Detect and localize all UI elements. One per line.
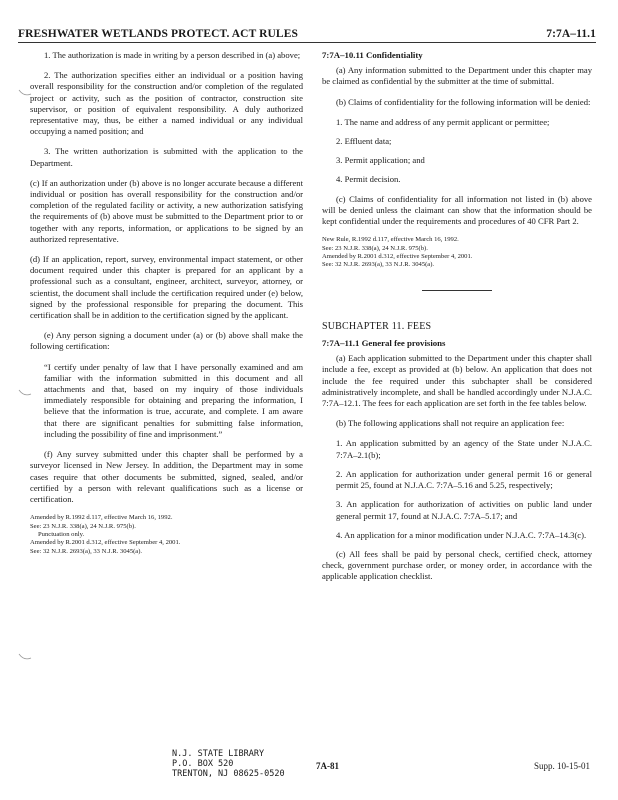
history-line: See: 23 N.J.R. 338(a), 24 N.J.R. 975(b). — [322, 244, 428, 252]
paragraph: (b) The following applications shall not require an application fee: — [336, 418, 565, 429]
history-line: Amended by R.2001 d.312, effective September 4, 2001. — [30, 539, 181, 547]
certification-quote: “I certify under penalty of law that I have personally examined and am familiar with the information submitted in this document and all attachments and that, based on my inquiry of those individuals immediately responsible for obtaining and preparing the information, I believe that the information is true, accurate, and complete. I am aware that there are significant penalties for submitting false information, including the possibility of fine and imprisonment.” — [44, 361, 303, 439]
running-header — [18, 20, 596, 43]
list-item: 2. An application for authorization under general permit 16 or general permit 25, found at N.J.A.C. 7:7A–5.16 and 5.25, respectively; — [336, 468, 592, 491]
paragraph: 2. The authorization specifies either an individual or a position having overall responsibility for the construction and/or completion of the regulated project or activity, such as the position of contractor, construction site supervisor, or position of equivalent responsibility. A duly authorized representative may, thus, be either a named individual or any individual occupying a named position; and — [30, 70, 303, 137]
library-stamp — [172, 749, 285, 779]
history-note — [30, 514, 303, 556]
paragraph: 1. The authorization is made in writing by a person described in (a) above; — [44, 50, 301, 60]
section-heading: 7:7A–10.11 Confidentiality — [322, 50, 423, 60]
subchapter-heading: SUBCHAPTER 11. FEES — [322, 320, 432, 332]
history-line: See: 23 N.J.R. 338(a), 24 N.J.R. 975(b). — [30, 522, 136, 530]
paragraph: 3. The written authorization is submitted with the application to the Department. — [30, 146, 303, 168]
paragraph: (c) All fees shall be paid by personal check, certified check, attorney check, government purchase order, or money order, in accordance with the applicable application checklist. — [322, 548, 592, 582]
history-line: Amended by R.1992 d.117, effective March 16, 1992. — [30, 514, 173, 522]
stamp-line: TRENTON, NJ 08625-0520 — [172, 769, 285, 779]
header-section: 7:7A–11.1 — [546, 28, 596, 40]
paragraph: (e) Any person signing a document under (a) or (b) above shall make the following certification: — [30, 330, 303, 352]
paragraph: (a) Any information submitted to the Department under this chapter may be claimed as confidential by the submitter at the time of submittal. — [322, 65, 592, 87]
paragraph: (c) Claims of confidentiality for all information not listed in (b) above will be denied unless the claimant can show that the information should be kept confidential under the requirements and procedures of 40 CFR Part 2. — [322, 193, 592, 227]
section-heading: 7:7A–11.1 General fee provisions — [322, 338, 446, 349]
supplement-date: Supp. 10-15-01 — [534, 761, 590, 771]
list-item: 2. Effluent data; — [336, 136, 392, 147]
left-column — [30, 50, 303, 560]
list-item: 1. The name and address of any permit applicant or permittee; — [336, 116, 550, 127]
right-column — [322, 50, 592, 592]
list-item: 1. An application submitted by an agency of the State under N.J.A.C. 7:7A–2.1(b); — [336, 438, 592, 460]
paragraph: (c) If an authorization under (b) above is no longer accurate because a different individual or position has overall responsibility for the construction and/or completion of the regulated facility or activity, a new authorization satisfying the requirements of (b) above must be submitted to the Department prior to or together with any reports, information, or applications to be signed by an authorized representative. — [30, 177, 303, 244]
paragraph: (f) Any survey submitted under this chapter shall be performed by a surveyor licensed in New Jersey. In addition, the Department may in some cases require that other documents be submitted, signed, sealed, and/or certified by a person with relevant qualifications such as a license or certification. — [30, 449, 303, 504]
page-number: 7A-81 — [316, 761, 339, 771]
margin-mark-icon — [18, 652, 32, 662]
list-item: 4. An application for a minor modification under N.J.A.C. 7:7A–14.3(c). — [336, 529, 587, 540]
list-item: 3. An application for authorization of activities on public land under general permit 17, found at N.J.A.C. 7:7A–5.17; and — [336, 499, 592, 521]
history-line: See: 32 N.J.R. 2693(a), 33 N.J.R. 3045(a). — [322, 261, 435, 269]
stamp-line: N.J. STATE LIBRARY — [172, 749, 265, 759]
paragraph: (a) Each application submitted to the Department under this chapter shall include a fee, except as provided at (b) below. An application that does not include the fee required under this subchapter shall be considered administratively incomplete, and shall be handled accordingly under N.J.A.C. 7:7A–12.1. The fees for each application are set forth in the fee tables below. — [322, 353, 592, 409]
stamp-line: P.O. BOX 520 — [172, 759, 234, 769]
list-item: 3. Permit application; and — [336, 155, 425, 166]
paragraph: (d) If an application, report, survey, environmental impact statement, or other document required under this chapter is prepared for an applicant by a professional such as a consultant, engineer, architect, surveyor, attorney, or scientist, the document shall include the certification required under (e) below, signed by the professional responsible for preparing the document. This certification shall be in addition to the certification signed by the applicant. — [30, 254, 303, 321]
history-line: New Rule, R.1992 d.117, effective March 16, 1992. — [322, 236, 459, 244]
history-line: Punctuation only. — [38, 530, 85, 538]
section-divider — [422, 290, 492, 291]
list-item: 4. Permit decision. — [336, 174, 401, 185]
paragraph: (b) Claims of confidentiality for the following information will be denied: — [336, 96, 591, 107]
history-line: Amended by R.2001 d.312, effective September 4, 2001. — [322, 253, 473, 261]
header-title: FRESHWATER WETLANDS PROTECT. ACT RULES — [18, 28, 298, 40]
history-note — [322, 236, 592, 270]
history-line: See: 32 N.J.R. 2693(a), 33 N.J.R. 3045(a). — [30, 547, 143, 555]
